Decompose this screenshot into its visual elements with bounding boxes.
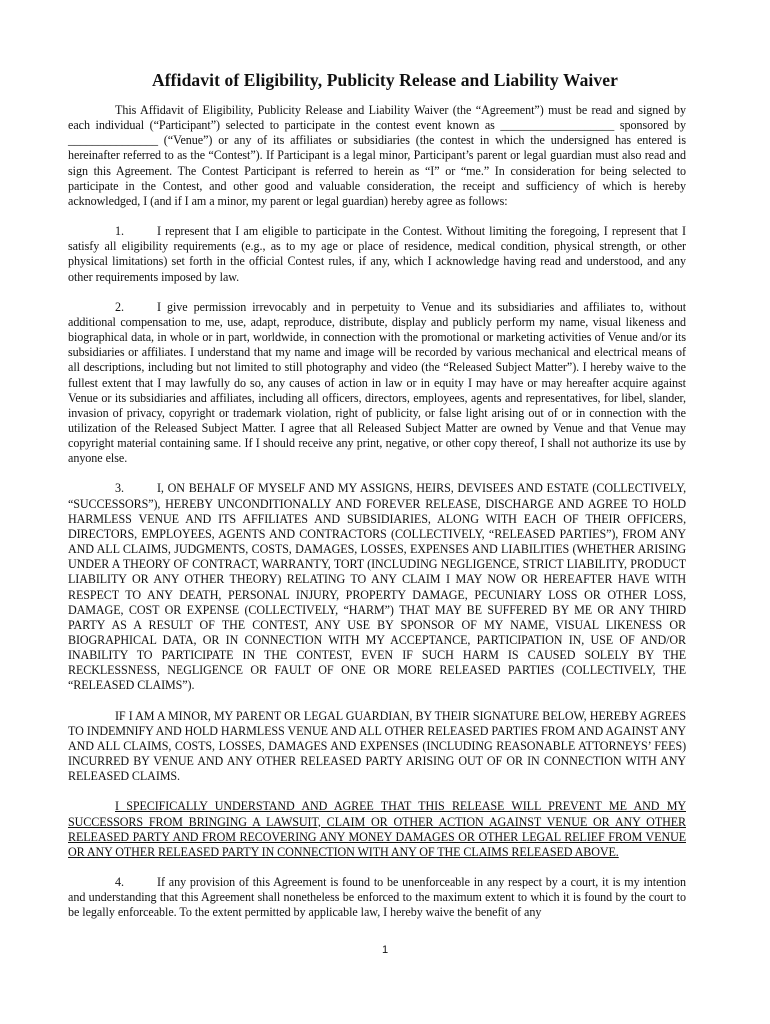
section-2-number: 2. (115, 299, 124, 314)
document-title: Affidavit of Eligibility, Publicity Release and Liability Waiver (152, 70, 618, 90)
section-4-number: 4. (115, 875, 124, 890)
section-2-text: I give permission irrevocably and in perpetuity to Venue and its subsidiaries and affiliates to, without additional compensation to me, use, adapt, reproduce, distribute, display and publicly perform my name, visual likeness and biographical data, in whole or in part, worldwide, in connection with the promotional or marketing activities of Venue and/or its subsidiaries or affiliates. I understand that my name and image will be recorded by various mechanical and electrical means of all descriptions, including but not limited to still photography and video (the “Released Subject Matter”). I hereby waive to the fullest extent that I may lawfully do so, any causes of action in law or in equity I may have or may hereafter acquire against Venue or its subsidiaries and affiliates, including all officers, directors, employees, agents and representatives, for libel, slander, invasion of privacy, copyright or trademark violation, right of publicity, or false light arising out of or in connection with the utilization of the Released Subject Matter. I agree that all Released Subject Matter are owned by Venue and that Venue may copyright material containing same. If I should receive any print, negative, or other copy thereof, I shall not authorize its use by anyone else. (68, 299, 686, 466)
minor-indemnity-paragraph: IF I AM A MINOR, MY PARENT OR LEGAL GUARDIAN, BY THEIR SIGNATURE BELOW, HEREBY AGREES TO INDEMNIFY AND HOLD HARMLESS VENUE AND ALL OTHER RELEASED PARTIES FROM AND AGAINST ANY AND ALL CLAIMS, COSTS, LOSSES, DAMAGES AND EXPENSES (INCLUDING REASONABLE ATTORNEYS’ FEES) INCURRED BY VENUE AND ANY OTHER RELEASED PARTY ARISING OUT OF OR IN CONNECTION WITH ANY RELEASED CLAIMS. (68, 708, 686, 784)
document-body (68, 103, 686, 936)
section-1-number: 1. (115, 224, 124, 239)
release-acknowledgement-paragraph: I SPECIFICALLY UNDERSTAND AND AGREE THAT THIS RELEASE WILL PREVENT ME AND MY SUCCESSORS FROM BRINGING A LAWSUIT, CLAIM OR OTHER ACTION AGAINST VENUE OR ANY OTHER RELEASED PARTY AND FROM RECOVERING ANY MONEY DAMAGES OR OTHER LEGAL RELIEF FROM VENUE OR ANY OTHER RELEASED PARTY IN CONNECTION WITH ANY OF THE CLAIMS RELEASED ABOVE. (68, 799, 686, 859)
section-2 (68, 300, 686, 467)
section-3-number: 3. (115, 481, 124, 496)
section-1-text: I represent that I am eligible to participate in the Contest. Without limiting the foregoing, I represent that I satisfy all eligibility requirements (e.g., as to my age or place of residence, medical condition, physical strength, or other physical limitations) set forth in the official Contest rules, if any, which I acknowledge having read and understood, and any other requirements imposed by law. (68, 224, 686, 284)
section-4-text: If any provision of this Agreement is found to be unenforceable in any respect by a court, it is my intention and understanding that this Agreement shall nonetheless be enforced to the maximum extent to which it is found by the court to be legally enforceable. To the extent permitted by applicable law, I hereby waive the benefit of any (68, 875, 686, 920)
section-3-text: I, ON BEHALF OF MYSELF AND MY ASSIGNS, HEIRS, DEVISEES AND ESTATE (COLLECTIVELY, “SUCCESSORS”), HEREBY UNCONDITIONALLY AND FOREVER RELEASE, DISCHARGE AND AGREE TO HOLD HARMLESS VENUE AND ITS AFFILIATES AND SUBSIDIARIES, ALONG WITH EACH OF THEIR OFFICERS, DIRECTORS, EMPLOYEES, AGENTS AND CONTRACTORS (COLLECTIVELY, “RELEASED PARTIES”), FROM ANY AND ALL CLAIMS, JUDGMENTS, COSTS, DAMAGES, LOSSES, EXPENSES AND LIABILITIES (WHETHER ARISING UNDER A THEORY OF CONTRACT, WARRANTY, TORT (INCLUDING NEGLIGENCE, STRICT LIABILITY, PRODUCT LIABILITY OR ANY OTHER THEORY) RELATING TO ANY CLAIM I MAY NOW OR HEREAFTER HAVE WITH RESPECT TO ANY DEATH, PERSONAL INJURY, PROPERTY DAMAGE, PECUNIARY LOSS OR OTHER LOSS, DAMAGE, COST OR EXPENSE (COLLECTIVELY, “HARM”) THAT MAY BE SUFFERED BY ME OR ANY THIRD PARTY AS A RESULT OF THE CONTEST, ANY USE BY SPONSOR OF MY NAME, VISUAL LIKENESS OR BIOGRAPHICAL DATA, OR IN CONNECTION WITH MY ACCEPTANCE, PARTICIPATION IN, USE OF AND/OR INABILITY TO PARTICIPATE IN THE CONTEST, EVEN IF SUCH HARM IS CAUSED SOLELY BY THE RECKLESSNESS, NEGLIGENCE OR FAULT OF ONE OR MORE RELEASED PARTIES (COLLECTIVELY, THE “RELEASED CLAIMS”). (68, 481, 686, 693)
intro-paragraph: This Affidavit of Eligibility, Publicity Release and Liability Waiver (the “Agreement”) must be read and signed by each individual (“Participant”) selected to participate in the contest event known as ___________________ sponsored by _______________ (“Venue”) or any of its affiliates or subsidiaries (the contest in which the undersigned has entered is hereinafter referred to as the “Contest”). If Participant is a legal minor, Participant’s parent or legal guardian must also read and sign this Agreement. The Contest Participant is referred to herein as “I” or “me.” In consideration for being selected to participate in the Contest, and other good and valuable consideration, the receipt and sufficiency of which is hereby acknowledged, I (and if I am a minor, my parent or legal guardian) hereby agree as follows: (68, 103, 686, 208)
section-3 (68, 481, 686, 693)
section-4 (68, 875, 686, 920)
page-number: 1 (381, 944, 389, 956)
section-1 (68, 224, 686, 285)
